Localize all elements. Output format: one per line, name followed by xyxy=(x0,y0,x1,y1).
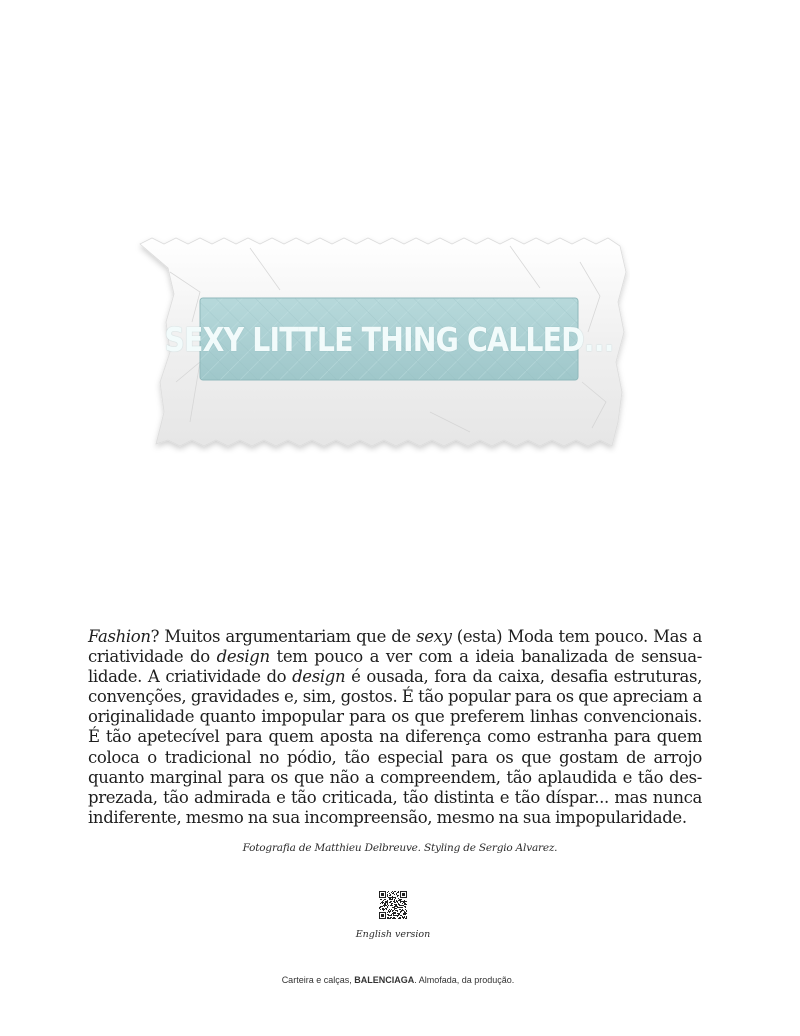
article-emphasis: design xyxy=(216,647,270,667)
article-emphasis: Fashion xyxy=(88,627,151,646)
caption-prefix: Carteira e calças, xyxy=(281,975,355,985)
article-line xyxy=(88,707,702,727)
article-text: indiferente, mesmo na sua incompreensão, mesmo na sua impopularidade. xyxy=(88,807,687,827)
article-text: criatividade do xyxy=(88,647,217,667)
article-line xyxy=(88,667,702,687)
english-version-link[interactable]: English version xyxy=(355,929,431,940)
article-text: é ousada, fora da caixa, desafia estruturas, xyxy=(345,667,702,687)
article-text: (esta) Moda tem pouco. Mas a xyxy=(451,627,703,646)
product-caption xyxy=(0,975,796,985)
article-line xyxy=(88,768,702,788)
article-line xyxy=(88,687,702,707)
article-line xyxy=(88,808,702,828)
article-line xyxy=(88,727,702,747)
article-line xyxy=(88,788,702,808)
article-text: tem pouco a ver com a ideia banalizada de sensua- xyxy=(269,647,702,667)
article-text: convenções, gravidades e, sim, gostos. É tão popular para os que apreciam a xyxy=(88,687,702,707)
article-text: quanto marginal para os que não a compreendem, tão aplaudida e tão des- xyxy=(88,767,702,787)
qr-code-icon[interactable] xyxy=(378,890,408,920)
article-emphasis: design xyxy=(292,667,346,687)
article-text: ? Muitos argumentariam que de xyxy=(150,627,417,646)
article-body xyxy=(88,627,702,828)
article-line xyxy=(88,647,702,667)
article-line xyxy=(88,627,702,647)
article-text: coloca o tradicional no pódio, tão especial para os que gostam de arrojo xyxy=(88,747,702,767)
caption-suffix: . Almofada, da produção. xyxy=(414,975,515,985)
gum-title: SEXY LITTLE THING CALLED... xyxy=(164,319,614,359)
caption-brand: BALENCIAGA xyxy=(354,975,415,985)
photo-credits: Fotografia de Matthieu Delbreuve. Styling de Sergio Alvarez. xyxy=(242,842,558,854)
article-line xyxy=(88,748,702,768)
article-emphasis: sexy xyxy=(416,627,452,646)
article-text: É tão apetecível para quem aposta na diferença como estranha para quem xyxy=(88,727,702,747)
article-text: prezada, tão admirada e tão criticada, tão distinta e tão díspar... mas nunca xyxy=(88,787,702,807)
article-text: lidade. A criatividade do xyxy=(88,667,293,687)
article-text: originalidade quanto impopular para os que preferem linhas convencionais. xyxy=(88,707,702,727)
